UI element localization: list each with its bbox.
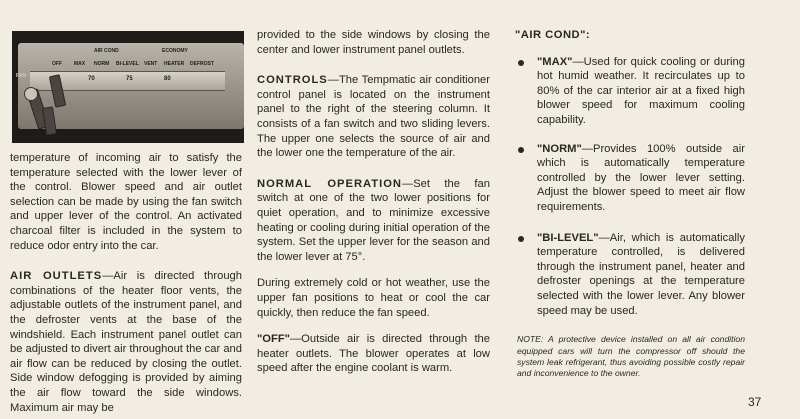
list-item-norm — [515, 142, 745, 215]
paragraph-incoming-air: temperature of incoming air to satisfy the temperature selected with the lower lever of the control. Blower speed and air outlet selection can be made by using the fan switch and upper lever of the control. An activated charcoal filter is included in the system to reduce odor entry into the car. — [10, 152, 242, 252]
temperature-scale — [52, 76, 212, 84]
column-3 — [515, 28, 745, 380]
scale-tick-75: 75 — [126, 76, 133, 82]
paragraph-extreme-weather: During extremely cold or hot weather, use the upper fan positions to heat or cool the car quickly, then reduce the fan speed. — [257, 277, 490, 319]
photo-label-defrost: DEFROST — [190, 61, 214, 67]
heading-air-outlets: AIR OUTLETS — [10, 270, 103, 283]
off-text: —Outside air is directed through the heater outlets. The blower operates at low speed after the engine coolant is warm. — [257, 333, 490, 375]
photo-label-vent: VENT — [144, 61, 158, 67]
fan-switch-knob — [24, 87, 38, 101]
note-protective-device: NOTE: A protective device installed on all air condition equipped cars will turn the compressor off should the system leak refrigerant, thus avoiding possible costly repair and inconvenience to the owner. — [517, 334, 745, 379]
photo-label-heater: HEATER — [164, 61, 185, 67]
list-item-bi-level-text — [537, 231, 745, 319]
heading-air-cond: "AIR COND": — [515, 29, 591, 41]
label-max: "MAX" — [537, 55, 573, 68]
heading-controls: CONTROLS — [257, 74, 328, 87]
list-item-max-text — [537, 55, 745, 128]
air-outlets-text: —Air is directed through combinations of the heater floor vents, the adjustable outlets of the instrument panel, and the defroster vents at the base of the windshield. Each instrument panel outlet can be adjusted to divert air throughout the car and air flow can be reduced by closing the outlet. Side window defogging is provided by aiming the air flow toward the side windows. Maximum air may be — [10, 270, 242, 414]
normal-operation-text: —Set the fan switch at one of the two lower positions for quiet operation, and to minimize excessive heating or cooling during initial operation of the system. Set the upper lever for the season and the lower lever at 75°. — [257, 177, 490, 263]
photo-label-economy: ECONOMY — [162, 48, 188, 54]
list-item-norm-text — [537, 142, 745, 215]
paragraph-off — [257, 332, 490, 376]
photo-label-norm: NORM — [94, 61, 110, 67]
scale-tick-80: 80 — [164, 76, 171, 82]
max-text: —Used for quick cooling or during hot humid weather. It recirculates up to 80% of the car interior air at a fixed high blower speed for maximum cooling capability. — [537, 55, 745, 126]
label-norm: "NORM" — [537, 142, 582, 155]
bi-level-text: —Air, which is automatically temperature controlled, is delivered through the instrument panel, heater and defroster openings at the temperature selected with the lower lever. Any blower speed may be used. — [537, 231, 745, 317]
heading-off: "OFF" — [257, 333, 290, 346]
list-item-max — [515, 55, 745, 128]
paragraph-normal-operation — [257, 177, 490, 265]
page-number: 37 — [748, 395, 762, 409]
paragraph-controls — [257, 73, 490, 161]
label-bi-level: "BI-LEVEL" — [537, 231, 599, 244]
bullet-icon — [518, 60, 524, 66]
controls-text: —The Tempmatic air conditioner control panel is located on the instrument panel to the right of the steering column. It consists of a fan switch and two sliding levers. The upper one selects the source of air and the lower one the temperature of the air. — [257, 74, 490, 160]
scale-tick-70: 70 — [88, 76, 95, 82]
paragraph-side-windows: provided to the side windows by closing the center and lower instrument panel outlets. — [257, 29, 490, 56]
norm-text: —Provides 100% outside air which is automatically temperature controlled by the lower lever setting. Adjust the blower speed to meet air flow requirements. — [537, 142, 745, 213]
column-2 — [257, 28, 490, 376]
list-item-bi-level — [515, 231, 745, 319]
bullet-icon — [518, 236, 524, 242]
heading-normal-operation: NORMAL OPERATION — [257, 177, 403, 190]
photo-label-off: OFF — [52, 61, 62, 67]
column-1 — [10, 151, 242, 415]
photo-label-bi-level: BI-LEVEL — [116, 61, 139, 67]
paragraph-air-outlets — [10, 269, 242, 415]
photo-label-air-cond: AIR COND — [94, 48, 119, 54]
bullet-icon — [518, 147, 524, 153]
air-cond-modes-list — [515, 55, 745, 319]
photo-label-max: MAX — [74, 61, 86, 67]
photo-label-fan: FAN — [16, 73, 26, 79]
control-panel-photo — [12, 31, 244, 143]
